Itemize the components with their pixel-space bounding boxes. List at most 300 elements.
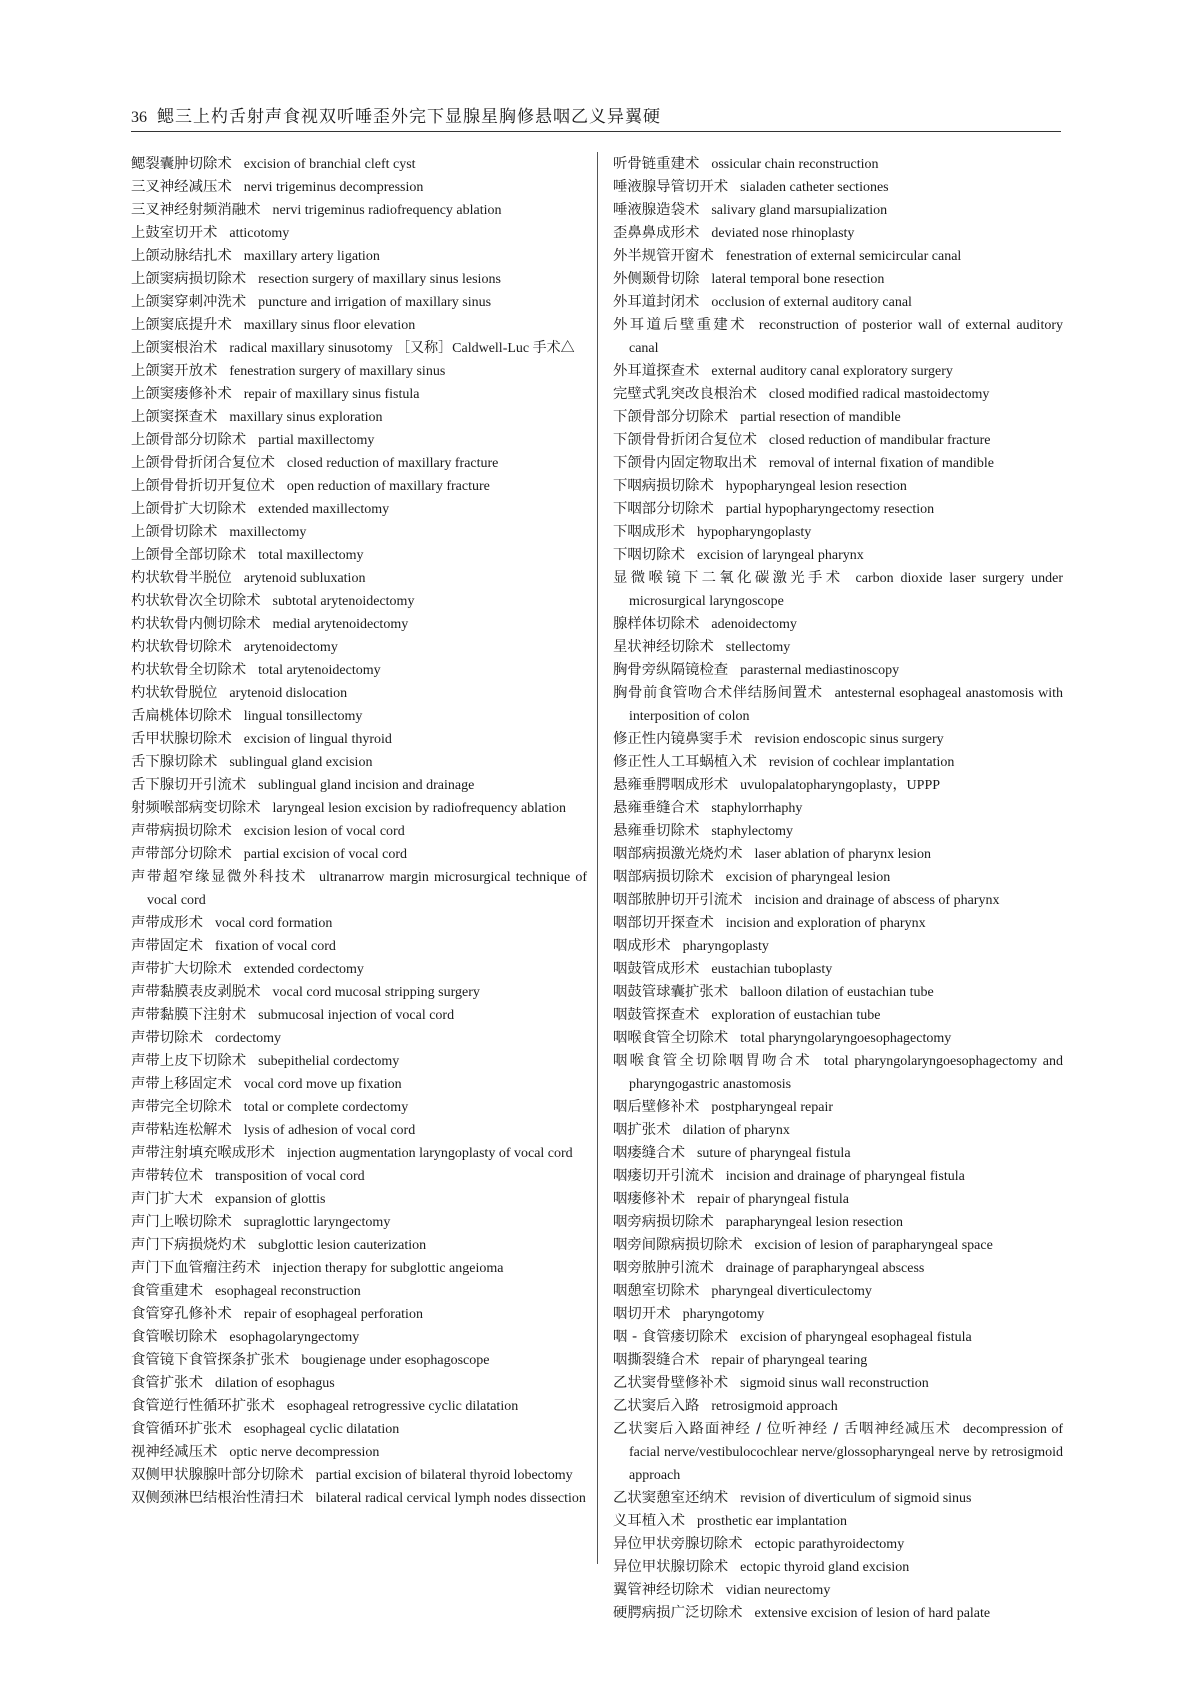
term-english: lingual tonsillectomy — [243, 709, 363, 724]
glossary-entry — [613, 406, 1063, 429]
term-english: partial hypopharyngectomy resection — [725, 502, 935, 517]
glossary-entry — [613, 1142, 1063, 1165]
term-chinese: 声带上移固定术 — [131, 1076, 232, 1092]
term-english: reconstruction of posterior wall of external auditory canal — [629, 318, 1063, 356]
term-chinese: 食管喉切除术 — [131, 1329, 218, 1345]
term-english: maxillary artery ligation — [243, 249, 380, 264]
term-chinese: 修正性内镜鼻窦手术 — [613, 731, 743, 747]
term-chinese: 硬腭病损广泛切除术 — [613, 1605, 743, 1621]
term-chinese: 声带完全切除术 — [131, 1099, 232, 1115]
term-english: esophageal cyclic dilatation — [243, 1422, 400, 1437]
term-chinese: 上颌窦病损切除术 — [131, 271, 247, 287]
term-english: injection therapy for subglottic angeioma — [272, 1261, 504, 1276]
glossary-entry — [613, 452, 1063, 475]
term-english: incision and drainage of abscess of pharynx — [754, 893, 1000, 908]
term-chinese: 咽瘘切开引流术 — [613, 1168, 714, 1184]
glossary-entry — [131, 774, 587, 797]
term-chinese: 咽 - 食管瘘切除术 — [613, 1329, 729, 1345]
term-chinese: 上颌骨切除术 — [131, 524, 218, 540]
glossary-entry — [131, 521, 587, 544]
term-english: vocal cord mucosal stripping surgery — [272, 985, 480, 1000]
term-english: repair of maxillary sinus fistula — [243, 387, 420, 402]
term-chinese: 歪鼻鼻成形术 — [613, 225, 700, 241]
glossary-entry — [613, 199, 1063, 222]
glossary-entry — [613, 1533, 1063, 1556]
term-english: medial arytenoidectomy — [272, 617, 409, 632]
glossary-entry — [131, 1234, 587, 1257]
term-chinese: 咽撕裂缝合术 — [613, 1352, 700, 1368]
term-english: injection augmentation laryngoplasty of vocal cord — [286, 1146, 573, 1161]
term-chinese: 声门上喉切除术 — [131, 1214, 232, 1230]
term-chinese: 鳃裂囊肿切除术 — [131, 156, 232, 172]
term-english: ultranarrow margin microsurgical technique of vocal cord — [147, 870, 587, 908]
term-chinese: 声带注射填充喉成形术 — [131, 1145, 275, 1161]
term-english: nervi trigeminus decompression — [243, 180, 424, 195]
glossary-entry — [131, 958, 587, 981]
glossary-entry — [131, 268, 587, 291]
term-english: open reduction of maxillary fracture — [286, 479, 490, 494]
term-english: incision and drainage of pharyngeal fistula — [725, 1169, 965, 1184]
term-english: occlusion of external auditory canal — [711, 295, 912, 310]
term-chinese: 上颌窦开放术 — [131, 363, 218, 379]
term-chinese: 外侧颞骨切除 — [613, 271, 700, 287]
term-english: sigmoid sinus wall reconstruction — [740, 1376, 929, 1391]
glossary-entry — [613, 314, 1063, 360]
glossary-entry — [613, 1165, 1063, 1188]
term-chinese: 声带粘连松解术 — [131, 1122, 232, 1138]
term-chinese: 完壁式乳突改良根治术 — [613, 386, 757, 402]
term-chinese: 咽瘘修补术 — [613, 1191, 685, 1207]
glossary-entry — [131, 1257, 587, 1280]
term-english: prosthetic ear implantation — [696, 1514, 848, 1529]
term-english: subglottic lesion cauterization — [258, 1238, 427, 1253]
term-chinese: 下颌骨内固定物取出术 — [613, 455, 757, 471]
term-chinese: 上颌窦探查术 — [131, 409, 218, 425]
glossary-entry — [613, 1004, 1063, 1027]
term-english: removal of internal fixation of mandible — [768, 456, 995, 471]
glossary-entry — [613, 1349, 1063, 1372]
term-chinese: 声带黏膜下注射术 — [131, 1007, 247, 1023]
glossary-entry — [613, 613, 1063, 636]
term-english: lateral temporal bone resection — [711, 272, 885, 287]
term-chinese: 上颌骨部分切除术 — [131, 432, 247, 448]
term-english: pharyngotomy — [682, 1307, 765, 1322]
glossary-entry — [131, 1372, 587, 1395]
right-column — [613, 153, 1063, 1625]
term-chinese: 外半规管开窗术 — [613, 248, 714, 264]
term-english: excision of branchial cleft cyst — [243, 157, 416, 172]
glossary-entry — [613, 1602, 1063, 1625]
term-english: esophageal reconstruction — [214, 1284, 361, 1299]
glossary-entry — [131, 360, 587, 383]
term-chinese: 听骨链重建术 — [613, 156, 700, 172]
left-column — [131, 153, 587, 1510]
glossary-entry — [613, 1280, 1063, 1303]
term-english: pharyngoplasty — [682, 939, 769, 954]
glossary-entry — [613, 728, 1063, 751]
term-english: vidian neurectomy — [725, 1583, 831, 1598]
glossary-entry — [131, 383, 587, 406]
term-english: excision of pharyngeal esophageal fistula — [740, 1330, 972, 1345]
glossary-entry — [613, 245, 1063, 268]
term-chinese: 乙状窦憩室还纳术 — [613, 1490, 729, 1506]
glossary-entry — [131, 1142, 587, 1165]
term-chinese: 声带部分切除术 — [131, 846, 232, 862]
glossary-entry — [131, 1303, 587, 1326]
glossary-entry — [613, 1234, 1063, 1257]
term-english: balloon dilation of eustachian tube — [740, 985, 934, 1000]
glossary-entry — [131, 636, 587, 659]
glossary-entry — [131, 222, 587, 245]
glossary-entry — [613, 912, 1063, 935]
term-english: cordectomy — [214, 1031, 282, 1046]
term-chinese: 食管重建术 — [131, 1283, 203, 1299]
glossary-entry — [131, 1395, 587, 1418]
glossary-entry — [613, 153, 1063, 176]
term-chinese: 双侧甲状腺腺叶部分切除术 — [131, 1467, 304, 1483]
glossary-entry — [131, 935, 587, 958]
term-chinese: 咽瘘缝合术 — [613, 1145, 685, 1161]
glossary-entry — [131, 1027, 587, 1050]
glossary-entry — [131, 590, 587, 613]
term-chinese: 悬雍垂腭咽成形术 — [613, 777, 729, 793]
glossary-entry — [131, 1211, 587, 1234]
term-chinese: 咽后壁修补术 — [613, 1099, 700, 1115]
glossary-entry — [131, 199, 587, 222]
glossary-entry — [613, 866, 1063, 889]
term-chinese: 胸骨旁纵隔镜检查 — [613, 662, 729, 678]
term-chinese: 咽部脓肿切开引流术 — [613, 892, 743, 908]
glossary-entry — [131, 452, 587, 475]
term-chinese: 杓状软骨脱位 — [131, 685, 218, 701]
glossary-entry — [613, 1050, 1063, 1096]
term-english: laryngeal lesion excision by radiofrequency ablation — [272, 801, 567, 816]
term-english: excision lesion of vocal cord — [243, 824, 405, 839]
term-english: postpharyngeal repair — [711, 1100, 834, 1115]
term-english: vocal cord move up fixation — [243, 1077, 402, 1092]
term-chinese: 声带固定术 — [131, 938, 203, 954]
term-chinese: 食管逆行性循环扩张术 — [131, 1398, 275, 1414]
glossary-entry — [613, 544, 1063, 567]
page-number: 36 — [131, 109, 147, 126]
glossary-entry — [613, 889, 1063, 912]
term-english: maxillary sinus floor elevation — [243, 318, 416, 333]
term-english: closed reduction of mandibular fracture — [768, 433, 991, 448]
term-chinese: 下咽病损切除术 — [613, 478, 714, 494]
term-chinese: 咽切开术 — [613, 1306, 671, 1322]
term-english: revision of diverticulum of sigmoid sinus — [740, 1491, 972, 1506]
glossary-entry — [131, 728, 587, 751]
term-english: dilation of pharynx — [682, 1123, 790, 1138]
term-english: partial maxillectomy — [258, 433, 375, 448]
glossary-entry — [131, 843, 587, 866]
glossary-entry — [131, 544, 587, 567]
term-english: parapharyngeal lesion resection — [725, 1215, 904, 1230]
term-english: carbon dioxide laser surgery under microsurgical laryngoscope — [629, 571, 1063, 609]
term-english: pharyngeal diverticulectomy — [711, 1284, 872, 1299]
term-english: lysis of adhesion of vocal cord — [243, 1123, 416, 1138]
term-english: eustachian tuboplasty — [711, 962, 833, 977]
glossary-entry — [131, 1464, 587, 1487]
glossary-entry — [613, 268, 1063, 291]
term-chinese: 星状神经切除术 — [613, 639, 714, 655]
glossary-entry — [131, 1050, 587, 1073]
glossary-entry — [131, 912, 587, 935]
term-chinese: 声门下病损烧灼术 — [131, 1237, 247, 1253]
term-chinese: 异位甲状腺切除术 — [613, 1559, 729, 1575]
term-english: decompression of facial nerve/vestibulocochlear nerve/glossopharyngeal nerve by retrosigmoid approach — [629, 1422, 1063, 1483]
term-english: incision and exploration of pharynx — [725, 916, 926, 931]
term-chinese: 舌下腺切开引流术 — [131, 777, 247, 793]
glossary-entry — [131, 1487, 587, 1510]
term-english: revision of cochlear implantation — [768, 755, 955, 770]
term-chinese: 上颌骨骨折闭合复位术 — [131, 455, 275, 471]
term-english: closed reduction of maxillary fracture — [286, 456, 499, 471]
term-chinese: 声带转位术 — [131, 1168, 203, 1184]
term-english: excision of pharyngeal lesion — [725, 870, 891, 885]
glossary-entry — [613, 1372, 1063, 1395]
term-chinese: 咽旁间隙病损切除术 — [613, 1237, 743, 1253]
term-english: radical maxillary sinusotomy ［又称］Caldwell-Luc 手术△ — [229, 341, 575, 356]
glossary-entry — [613, 751, 1063, 774]
glossary-entry — [613, 1303, 1063, 1326]
term-english: maxillectomy — [229, 525, 307, 540]
term-chinese: 杓状软骨全切除术 — [131, 662, 247, 678]
glossary-entry — [613, 935, 1063, 958]
term-chinese: 上颌骨扩大切除术 — [131, 501, 247, 517]
term-chinese: 咽旁脓肿引流术 — [613, 1260, 714, 1276]
glossary-entry — [131, 176, 587, 199]
term-chinese: 腺样体切除术 — [613, 616, 700, 632]
term-chinese: 食管循环扩张术 — [131, 1421, 232, 1437]
glossary-entry — [131, 866, 587, 912]
term-english: sialaden catheter sectiones — [740, 180, 889, 195]
glossary-entry — [613, 1487, 1063, 1510]
running-title: 鳃三上杓舌射声食视双听唾歪外完下显腺星胸修悬咽乙义异翼硬 — [157, 107, 661, 127]
term-english: deviated nose rhinoplasty — [711, 226, 855, 241]
term-english: total pharyngolaryngoesophagectomy — [740, 1031, 952, 1046]
term-chinese: 咽成形术 — [613, 938, 671, 954]
term-chinese: 声带扩大切除术 — [131, 961, 232, 977]
glossary-entry — [131, 1326, 587, 1349]
glossary-entry — [131, 291, 587, 314]
glossary-entry — [131, 337, 587, 360]
glossary-entry — [131, 1349, 587, 1372]
term-chinese: 咽鼓管球囊扩张术 — [613, 984, 729, 1000]
term-english: maxillary sinus exploration — [229, 410, 383, 425]
term-chinese: 下咽成形术 — [613, 524, 685, 540]
term-english: excision of lesion of parapharyngeal space — [754, 1238, 993, 1253]
term-english: total or complete cordectomy — [243, 1100, 409, 1115]
glossary-entry — [613, 1257, 1063, 1280]
term-chinese: 下颌骨部分切除术 — [613, 409, 729, 425]
term-chinese: 上颌骨骨折切开复位术 — [131, 478, 275, 494]
term-chinese: 唾液腺导管切开术 — [613, 179, 729, 195]
term-english: hypopharyngoplasty — [696, 525, 812, 540]
term-english: total arytenoidectomy — [258, 663, 381, 678]
term-chinese: 舌扁桃体切除术 — [131, 708, 232, 724]
term-chinese: 声带切除术 — [131, 1030, 203, 1046]
glossary-entry — [131, 1441, 587, 1464]
glossary-entry — [613, 1395, 1063, 1418]
term-english: excision of laryngeal pharynx — [696, 548, 864, 563]
term-chinese: 双侧颈淋巴结根治性清扫术 — [131, 1490, 304, 1506]
term-chinese: 下咽部分切除术 — [613, 501, 714, 517]
term-english: total maxillectomy — [258, 548, 364, 563]
term-english: esophagolaryngectomy — [229, 1330, 360, 1345]
term-chinese: 杓状软骨内侧切除术 — [131, 616, 261, 632]
glossary-entry — [613, 176, 1063, 199]
term-chinese: 唾液腺造袋术 — [613, 202, 700, 218]
term-english: fixation of vocal cord — [214, 939, 336, 954]
glossary-entry — [131, 751, 587, 774]
glossary-entry — [613, 1418, 1063, 1487]
glossary-entry — [131, 981, 587, 1004]
glossary-entry — [131, 406, 587, 429]
column-divider — [597, 152, 598, 1564]
term-chinese: 声带上皮下切除术 — [131, 1053, 247, 1069]
term-chinese: 义耳植入术 — [613, 1513, 685, 1529]
term-chinese: 咽喉食管全切除咽胃吻合术 — [613, 1053, 812, 1069]
glossary-entry — [613, 1027, 1063, 1050]
term-chinese: 咽憩室切除术 — [613, 1283, 700, 1299]
glossary-entry — [131, 682, 587, 705]
term-english: total pharyngolaryngoesophagectomy and pharyngogastric anastomosis — [629, 1054, 1063, 1092]
glossary-entry — [613, 222, 1063, 245]
glossary-entry — [613, 843, 1063, 866]
term-chinese: 食管穿孔修补术 — [131, 1306, 232, 1322]
term-english: partial excision of bilateral thyroid lobectomy — [315, 1468, 573, 1483]
term-english: parasternal mediastinoscopy — [740, 663, 900, 678]
term-english: extensive excision of lesion of hard palate — [754, 1606, 991, 1621]
term-english: closed modified radical mastoidectomy — [768, 387, 990, 402]
glossary-entry — [613, 1096, 1063, 1119]
term-english: extended cordectomy — [243, 962, 364, 977]
term-chinese: 舌甲状腺切除术 — [131, 731, 232, 747]
term-english: esophageal retrogressive cyclic dilatation — [286, 1399, 519, 1414]
term-english: sublingual gland excision — [229, 755, 373, 770]
term-english: sublingual gland incision and drainage — [258, 778, 475, 793]
term-english: exploration of eustachian tube — [711, 1008, 881, 1023]
term-chinese: 修正性人工耳蜗植入术 — [613, 754, 757, 770]
glossary-entry — [131, 1418, 587, 1441]
term-chinese: 声带成形术 — [131, 915, 203, 931]
glossary-entry — [131, 429, 587, 452]
term-chinese: 显微喉镜下二氧化碳激光手术 — [613, 570, 844, 586]
term-chinese: 食管镜下食管探条扩张术 — [131, 1352, 290, 1368]
term-english: transposition of vocal cord — [214, 1169, 365, 1184]
glossary-entry — [131, 1188, 587, 1211]
glossary-entry — [613, 820, 1063, 843]
term-english: revision endoscopic sinus surgery — [754, 732, 944, 747]
term-chinese: 悬雍垂缝合术 — [613, 800, 700, 816]
term-chinese: 乙状窦骨壁修补术 — [613, 1375, 729, 1391]
term-chinese: 杓状软骨半脱位 — [131, 570, 232, 586]
term-chinese: 三叉神经射频消融术 — [131, 202, 261, 218]
glossary-entry — [131, 1119, 587, 1142]
glossary-entry — [131, 1096, 587, 1119]
glossary-entry — [613, 981, 1063, 1004]
term-english: arytenoid dislocation — [229, 686, 348, 701]
term-chinese: 杓状软骨切除术 — [131, 639, 232, 655]
glossary-entry — [613, 682, 1063, 728]
glossary-entry — [613, 498, 1063, 521]
glossary-entry — [613, 360, 1063, 383]
glossary-entry — [131, 567, 587, 590]
glossary-entry — [131, 314, 587, 337]
running-header — [131, 104, 1061, 132]
glossary-entry — [131, 820, 587, 843]
term-english: nervi trigeminus radiofrequency ablation — [272, 203, 502, 218]
term-english: stellectomy — [725, 640, 791, 655]
glossary-entry — [613, 475, 1063, 498]
term-chinese: 视神经减压术 — [131, 1444, 218, 1460]
term-chinese: 咽扩张术 — [613, 1122, 671, 1138]
term-chinese: 外耳道探查术 — [613, 363, 700, 379]
term-chinese: 咽鼓管探查术 — [613, 1007, 700, 1023]
term-chinese: 翼管神经切除术 — [613, 1582, 714, 1598]
term-english: supraglottic laryngectomy — [243, 1215, 391, 1230]
term-english: uvulopalatopharyngoplasty，UPPP — [740, 778, 941, 793]
term-english: retrosigmoid approach — [711, 1399, 838, 1414]
glossary-entry — [131, 705, 587, 728]
term-chinese: 三叉神经减压术 — [131, 179, 232, 195]
term-english: extended maxillectomy — [258, 502, 390, 517]
glossary-entry — [131, 613, 587, 636]
term-english: arytenoid subluxation — [243, 571, 366, 586]
glossary-entry — [613, 521, 1063, 544]
term-chinese: 咽部病损激光烧灼术 — [613, 846, 743, 862]
term-chinese: 咽鼓管成形术 — [613, 961, 700, 977]
glossary-entry — [613, 774, 1063, 797]
term-english: subtotal arytenoidectomy — [272, 594, 415, 609]
glossary-entry — [613, 797, 1063, 820]
glossary-entry — [613, 1119, 1063, 1142]
glossary-entry — [613, 1579, 1063, 1602]
term-chinese: 外耳道后壁重建术 — [613, 317, 747, 333]
term-english: partial excision of vocal cord — [243, 847, 408, 862]
glossary-entry — [613, 636, 1063, 659]
term-english: atticotomy — [229, 226, 290, 241]
term-chinese: 射频喉部病变切除术 — [131, 800, 261, 816]
term-chinese: 声带病损切除术 — [131, 823, 232, 839]
term-chinese: 外耳道封闭术 — [613, 294, 700, 310]
term-chinese: 乙状窦后入路 — [613, 1398, 700, 1414]
term-english: ectopic parathyroidectomy — [754, 1537, 905, 1552]
term-english: staphylorrhaphy — [711, 801, 803, 816]
glossary-entry — [613, 958, 1063, 981]
glossary-entry — [613, 659, 1063, 682]
term-english: optic nerve decompression — [229, 1445, 380, 1460]
term-english: suture of pharyngeal fistula — [696, 1146, 851, 1161]
term-chinese: 悬雍垂切除术 — [613, 823, 700, 839]
term-chinese: 食管扩张术 — [131, 1375, 203, 1391]
term-english: staphylectomy — [711, 824, 794, 839]
term-english: fenestration of external semicircular canal — [725, 249, 962, 264]
glossary-entry — [613, 383, 1063, 406]
term-english: salivary gland marsupialization — [711, 203, 888, 218]
term-english: partial resection of mandible — [740, 410, 901, 425]
term-chinese: 咽喉食管全切除术 — [613, 1030, 729, 1046]
term-chinese: 上颌窦根治术 — [131, 340, 218, 356]
term-english: ectopic thyroid gland excision — [740, 1560, 910, 1575]
term-chinese: 异位甲状旁腺切除术 — [613, 1536, 743, 1552]
term-chinese: 上颌骨全部切除术 — [131, 547, 247, 563]
term-english: ossicular chain reconstruction — [711, 157, 879, 172]
glossary-entry — [131, 475, 587, 498]
term-english: arytenoidectomy — [243, 640, 338, 655]
term-chinese: 下咽切除术 — [613, 547, 685, 563]
